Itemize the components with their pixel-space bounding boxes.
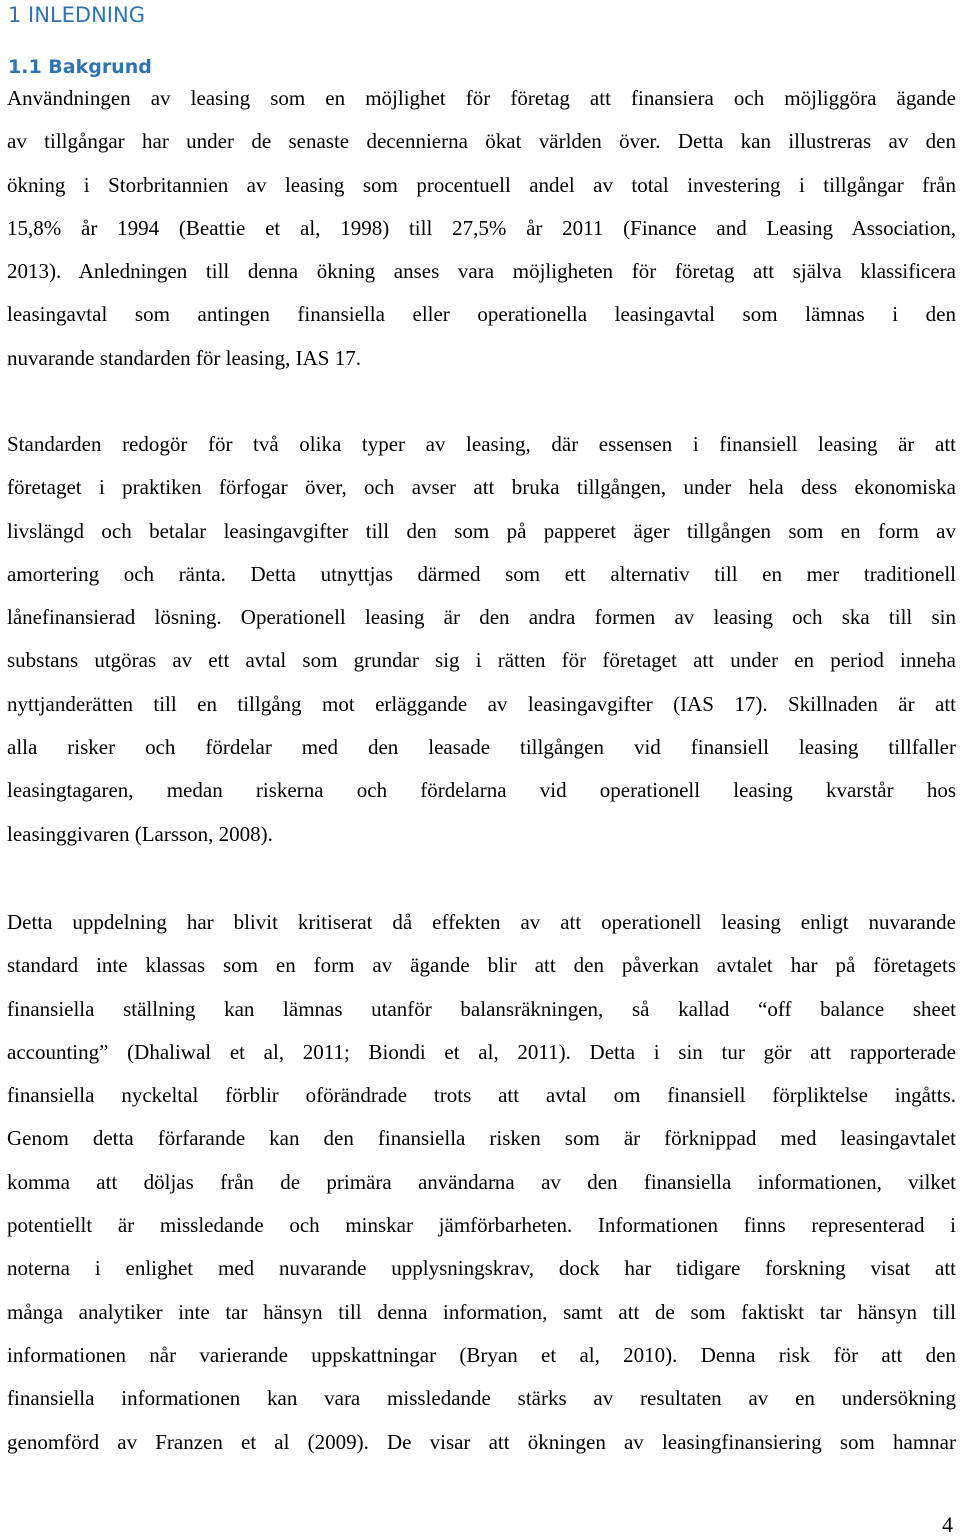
paragraph-line: livslängd och betalar leasingavgifter till den som på papperet äger tillgången som en form av [7,518,956,543]
paragraph-line: substans utgöras av ett avtal som grundar sig i rätten för företaget att under en period inneha [7,648,956,673]
paragraph-line: leasinggivaren (Larsson, 2008). [7,821,273,846]
paragraph-line: accounting” (Dhaliwal et al, 2011; Biondi et al, 2011). Detta i sin tur gör att rapporterade [7,1039,956,1064]
paragraph-3 [7,901,956,1464]
paragraph-line: genomförd av Franzen et al (2009). De visar att ökningen av leasingfinansiering som hamnar [7,1429,956,1454]
paragraph-line: 15,8% år 1994 (Beattie et al, 1998) till 27,5% år 2011 (Finance and Leasing Association, [7,215,956,240]
paragraph-line: företaget i praktiken förfogar över, och avser att bruka tillgången, under hela dess ekonomiska [7,475,956,500]
chapter-heading: 1 INLEDNING [8,3,145,27]
paragraph-line: standard inte klassas som en form av ägande blir att den påverkan avtalet har på företagets [7,953,956,978]
paragraph-line: leasingtagaren, medan riskerna och fördelarna vid operationell leasing kvarstår hos [7,778,956,803]
paragraph-line: lånefinansierad lösning. Operationell leasing är den andra formen av leasing och ska till sin [7,605,956,630]
paragraph-line: alla risker och fördelar med den leasade tillgången vid finansiell leasing tillfaller [7,735,956,760]
page-number: 4 [942,1512,953,1537]
paragraph-line: noterna i enlighet med nuvarande upplysningskrav, dock har tidigare forskning visat att [7,1256,956,1281]
paragraph-line: amortering och ränta. Detta utnyttjas därmed som ett alternativ till en mer traditionell [7,561,956,586]
paragraph-line: informationen når varierande uppskattningar (Bryan et al, 2010). Denna risk för att den [7,1342,956,1367]
paragraph-line: finansiella nyckeltal förblir oförändrade trots att avtal om finansiell förpliktelse ingåtts. [7,1083,956,1108]
paragraph-line: finansiella informationen kan vara missledande stärks av resultaten av en undersökning [7,1386,956,1411]
paragraph-2 [7,423,956,856]
paragraph-line: ökning i Storbritannien av leasing som procentuell andel av total investering i tillgångar från [7,172,956,197]
paragraph-line: nuvarande standarden för leasing, IAS 17. [7,345,361,370]
paragraph-line: av tillgångar har under de senaste decennierna ökat världen över. Detta kan illustreras av den [7,129,956,154]
paragraph-line: leasingavtal som antingen finansiella eller operationella leasingavtal som lämnas i den [7,302,956,327]
paragraph-line: komma att döljas från de primära användarna av den finansiella informationen, vilket [7,1169,956,1194]
paragraph-line: finansiella ställning kan lämnas utanför balansräkningen, så kallad “off balance sheet [7,996,956,1021]
paragraph-line: Detta uppdelning har blivit kritiserat då effekten av att operationell leasing enligt nuvarande [7,910,956,934]
section-heading: 1.1 Bakgrund [8,56,152,78]
paragraph-1 [7,77,956,380]
paragraph-line: nyttjanderätten till en tillgång mot erläggande av leasingavgifter (IAS 17). Skillnaden är att [7,691,956,716]
paragraph-line: potentiellt är missledande och minskar jämförbarheten. Informationen finns representerad i [7,1213,956,1238]
paragraph-line: Standarden redogör för två olika typer av leasing, där essensen i finansiell leasing är att [7,432,956,456]
paragraph-line: Användningen av leasing som en möjlighet för företag att finansiera och möjliggöra ägande [7,86,956,110]
paragraph-line: 2013). Anledningen till denna ökning anses vara möjligheten för företag att själva klassificera [7,259,956,284]
paragraph-line: Genom detta förfarande kan den finansiella risken som är förknippad med leasingavtalet [7,1126,956,1151]
paragraph-line: många analytiker inte tar hänsyn till denna information, samt att de som faktiskt tar hänsyn till [7,1299,956,1324]
